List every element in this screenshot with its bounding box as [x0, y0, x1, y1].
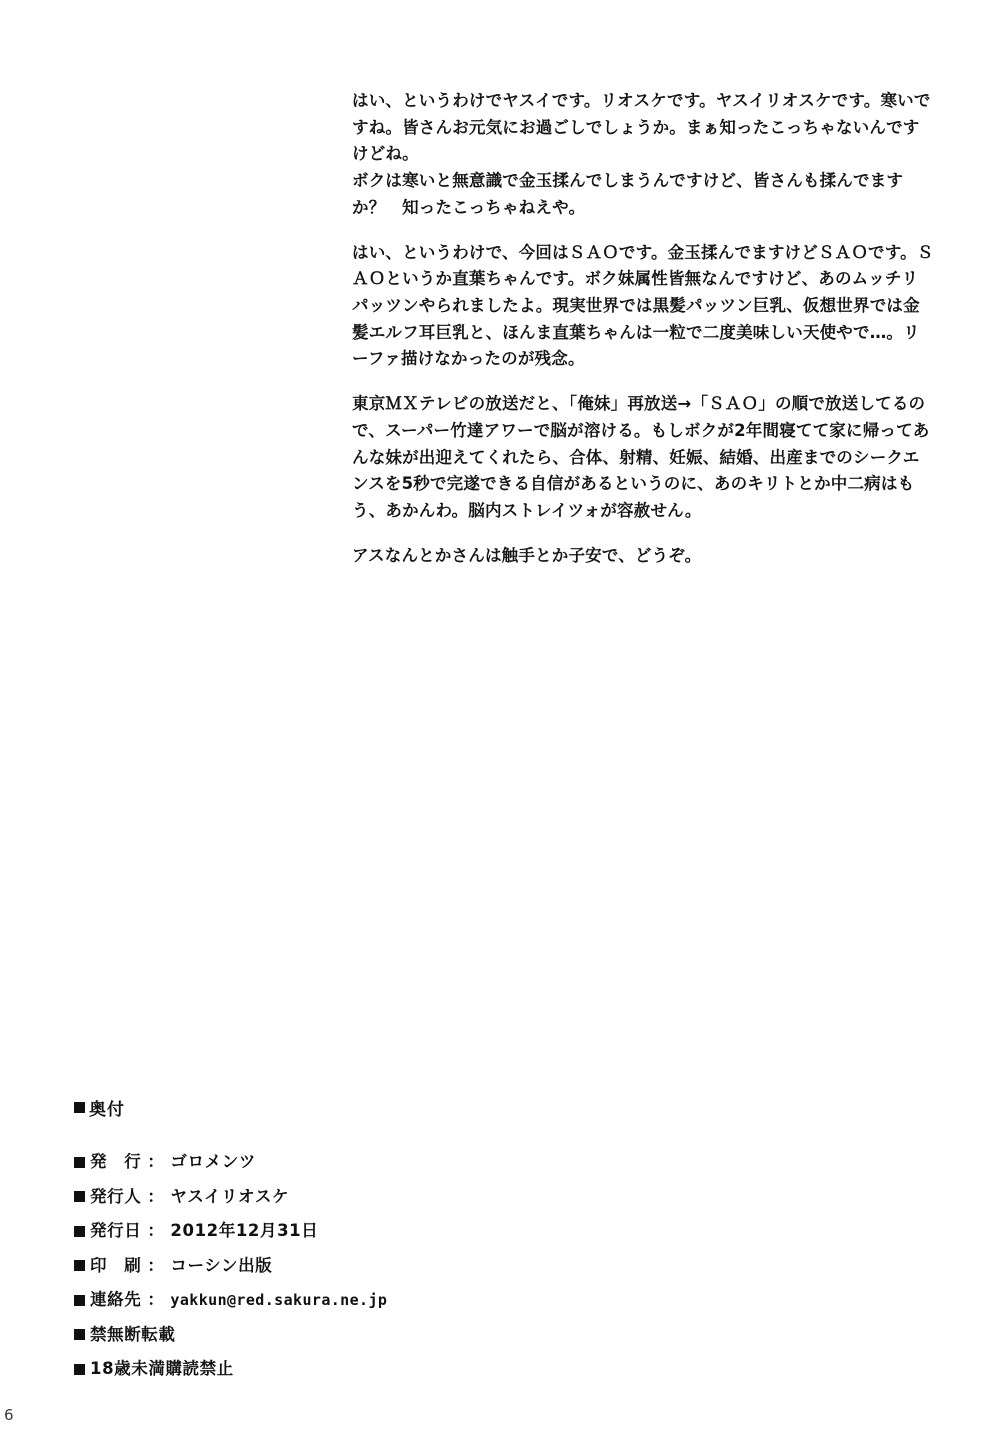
colophon-label: 連絡先	[90, 1290, 142, 1309]
colophon-separator: ：	[147, 1221, 165, 1240]
colophon-label: 印 刷	[90, 1255, 142, 1275]
colophon-contact-email[interactable]: yakkun@red.sakura.ne.jp	[170, 1291, 388, 1309]
colophon-row	[74, 1292, 694, 1309]
colophon-row	[74, 1223, 694, 1240]
colophon-label: 発行日	[90, 1221, 142, 1240]
bullet-square-icon	[74, 1295, 85, 1306]
colophon-notice-row	[74, 1361, 694, 1378]
bullet-square-icon	[74, 1329, 85, 1340]
colophon-value: コーシン出版	[170, 1255, 273, 1275]
colophon-row	[74, 1154, 694, 1171]
colophon-row	[74, 1255, 694, 1275]
bullet-square-icon	[74, 1191, 85, 1202]
bullet-square-icon	[74, 1157, 85, 1168]
afterword-paragraph-4: アスなんとかさんは触手とか子安で、どうぞ。	[352, 545, 702, 565]
page-number: 6	[4, 1406, 14, 1424]
colophon-section	[74, 1095, 694, 1396]
bullet-square-icon	[74, 1260, 85, 1271]
colophon-label: 発 行	[90, 1152, 142, 1171]
colophon-heading	[74, 1095, 694, 1120]
colophon-notice-row	[74, 1324, 694, 1344]
afterword-paragraph-3: 東京ＭＸテレビの放送だと、「俺妹」再放送→「ＳＡＯ」の順で放送してるので、スーパー竹達アワーで脳が溶ける。もしボクが2年間寝てて家に帰ってあんな妹が出迎えてくれたら、合体、射精、妊娠、結婚、出産までのシークエンスを5秒で完遂できる自信があるというのに、あのキリトとか中二病はもう、あかんわ。脳内ストレイツォが容赦せん。	[352, 394, 930, 521]
colophon-list	[74, 1154, 694, 1378]
colophon-value: ヤスイリオスケ	[170, 1186, 290, 1206]
colophon-value: ゴロメンツ	[170, 1152, 256, 1171]
colophon-separator: ：	[147, 1255, 165, 1275]
colophon-label: 発行人	[90, 1186, 142, 1206]
colophon-separator: ：	[147, 1152, 165, 1171]
colophon-heading-label: 奥付	[89, 1100, 125, 1120]
afterword-paragraph-1: はい、というわけでヤスイです。リオスケです。ヤスイリオスケです。寒いですね。皆さんお元気にお過ごしでしょうか。まぁ知ったこっちゃないんですけどね。 ボクは寒いと無意識で金玉揉んでしまうんですけど、皆さんも揉んでますか？ 知ったこっちゃねえや。	[352, 91, 931, 217]
afterword-paragraph-2: はい、というわけで、今回はＳＡＯです。金玉揉んでますけどＳＡＯです。ＳＡＯというか直葉ちゃんです。ボク妹属性皆無なんですけど、あのムッチリパッツンやられましたよ。現実世界では黒髪パッツン巨乳、仮想世界では金髪エルフ耳巨乳と、ほんま直葉ちゃんは一粒で二度美味しい天使やで…。リーファ描けなかったのが残念。	[352, 242, 934, 369]
afterword-section	[352, 88, 934, 570]
bullet-square-icon	[74, 1226, 85, 1237]
bullet-square-icon	[74, 1364, 85, 1375]
colophon-separator: ：	[147, 1290, 165, 1309]
colophon-value: 2012年12月31日	[170, 1221, 319, 1240]
bullet-square-icon	[74, 1102, 85, 1113]
colophon-notice-label: 18歳未満購読禁止	[90, 1359, 234, 1378]
colophon-notice-label: 禁無断転載	[90, 1324, 176, 1344]
colophon-separator: ：	[147, 1186, 165, 1206]
colophon-row	[74, 1186, 694, 1206]
